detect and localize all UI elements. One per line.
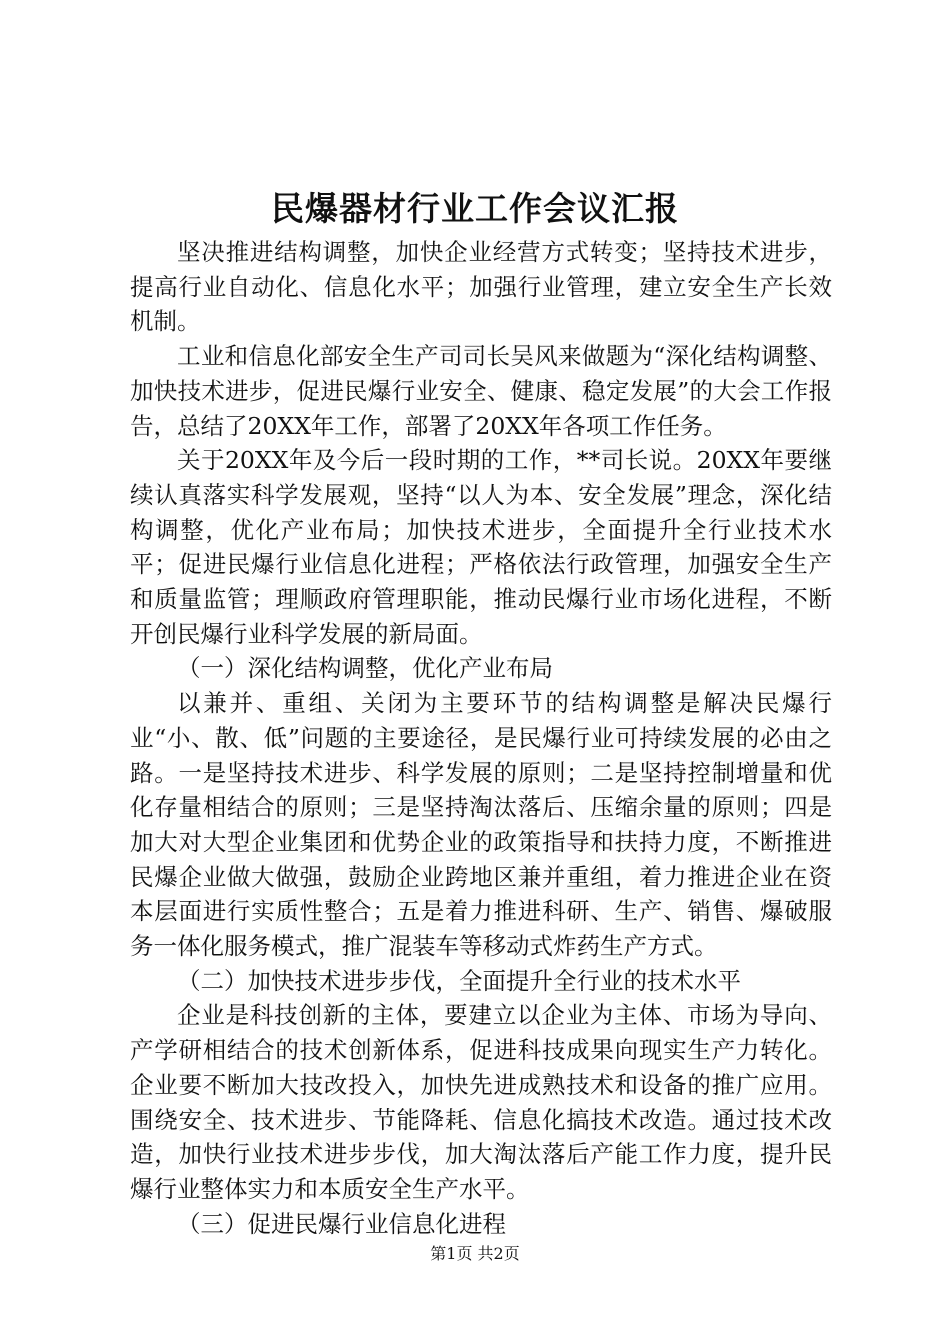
page-footer: 第1页 共2页 [430,1244,520,1263]
paragraph-structure: 以兼并、重组、关闭为主要环节的结构调整是解决民爆行业“小、散、低”问题的主要途径，是民爆行业可持续发展的必由之路。一是坚持技术进步、科学发展的原则；二是坚持控制增量和优化存量相结合的原则；三是坚持淘汰落后、压缩余量的原则；四是加大对大型企业集团和优势企业的政策指导和扶持力度，不断推进民爆企业做大做强，鼓励企业跨地区兼并重组，着力推进企业在资本层面进行实质性整合；五是着力推进科研、生产、销售、爆破服务一体化服务模式，推广混装车等移动式炸药生产方式。 [130,689,832,961]
document-body [130,235,832,1241]
section-heading-1: （一）深化结构调整，优化产业布局 [177,654,553,683]
paragraph-technology: 企业是科技创新的主体，要建立以企业为主体、市场为导向、产学研相结合的技术创新体系，促进科技成果向现实生产力转化。企业要不断加大技改投入，加快先进成熟技术和设备的推广应用。围绕安全、技术进步、节能降耗、信息化搞技术改造。通过技术改造，加快行业技术进步步伐，加大淘汰落后产能工作力度，提升民爆行业整体实力和本质安全生产水平。 [130,1001,832,1203]
paragraph-report: 工业和信息化部安全生产司司长吴风来做题为“深化结构调整、加快技术进步，促进民爆行业安全、健康、稳定发展”的大会工作报告，总结了20XX年工作，部署了20XX年各项工作任务。 [130,342,832,440]
section-heading-3: （三）促进民爆行业信息化进程 [177,1209,506,1238]
paragraph-work-plan: 关于20XX年及今后一段时期的工作，**司长说。20XX年要继续认真落实科学发展观，坚持“以人为本、安全发展”理念，深化结构调整，优化产业布局；加快技术进步，全面提升全行业技术水平；促进民爆行业信息化进程；严格依法行政管理，加强安全生产和质量监管；理顺政府管理职能，推动民爆行业市场化进程，不断开创民爆行业科学发展的新局面。 [130,446,832,648]
paragraph-intro: 坚决推进结构调整，加快企业经营方式转变；坚持技术进步，提高行业自动化、信息化水平；加强行业管理，建立安全生产长效机制。 [130,238,832,336]
document-title: 民爆器材行业工作会议汇报 [271,189,679,228]
section-heading-2: （二）加快技术进步步伐，全面提升全行业的技术水平 [177,966,741,995]
